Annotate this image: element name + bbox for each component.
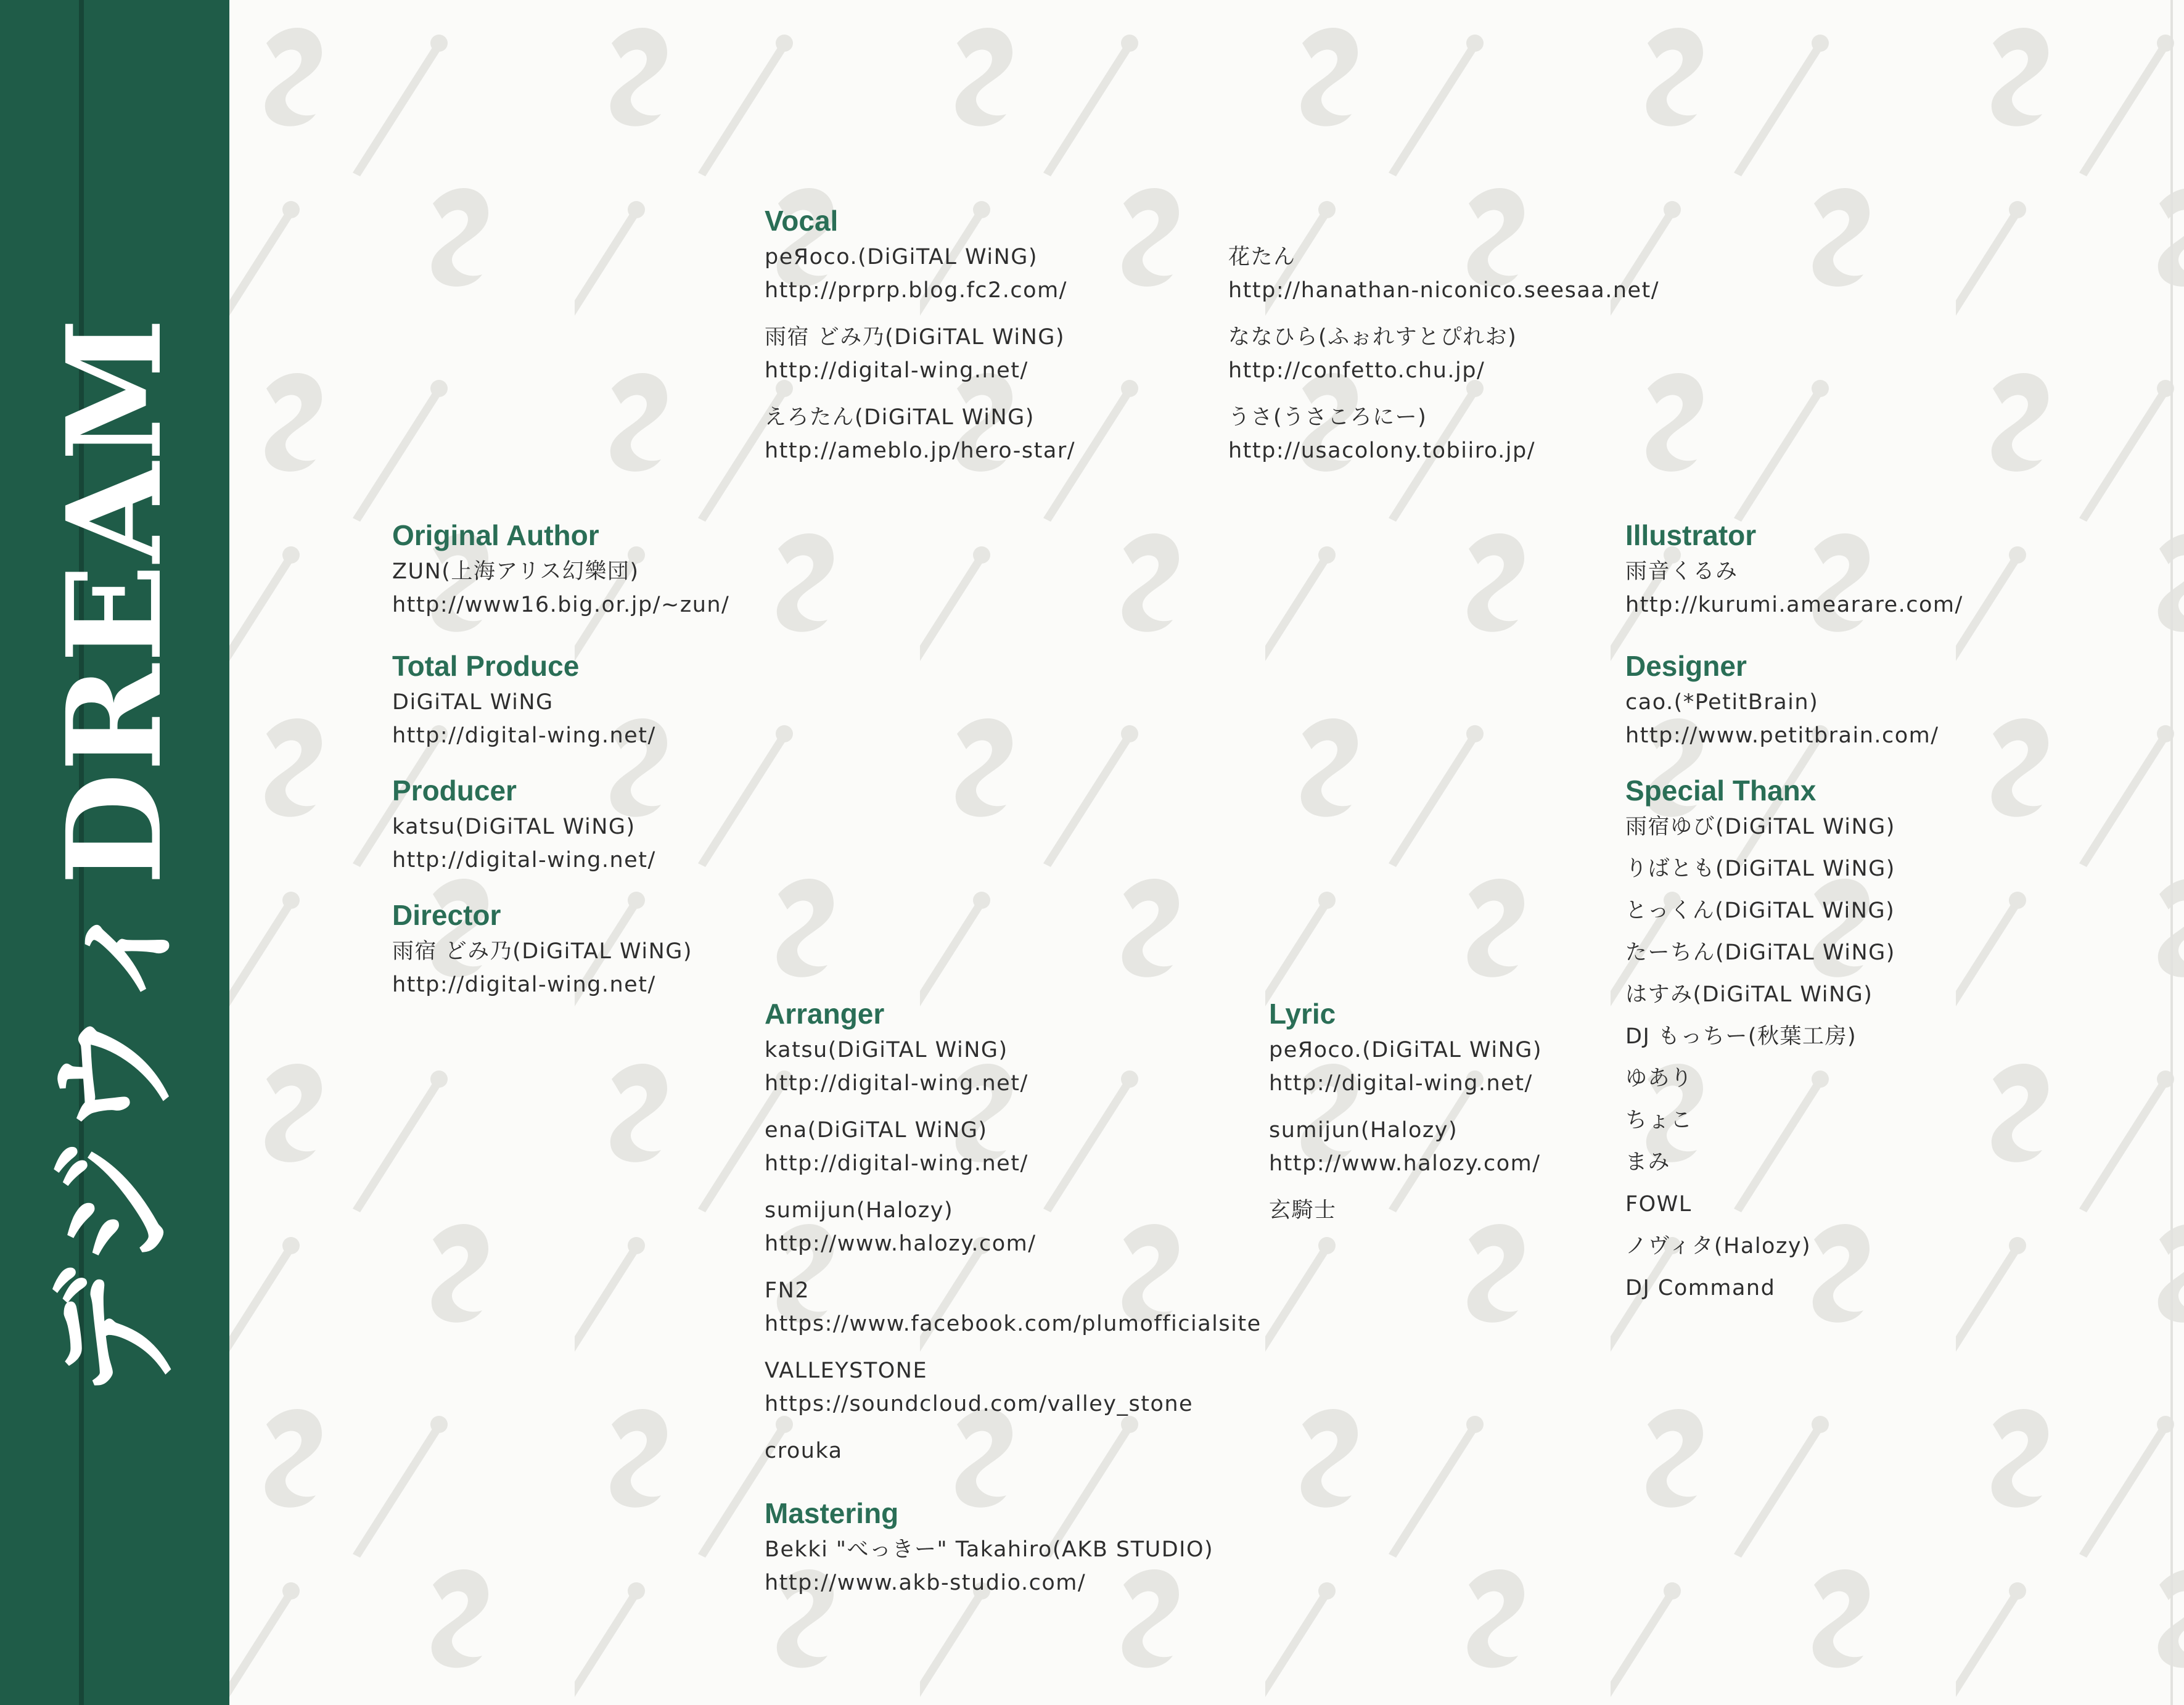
credit-url: http://digital-wing.net/ xyxy=(392,972,656,997)
credit-name: うさ(うさころにー) xyxy=(1228,405,1427,430)
credit-url: http://www16.big.or.jp/~zun/ xyxy=(392,593,730,617)
director-heading: Director xyxy=(392,899,501,931)
credit-entry xyxy=(1228,401,1659,467)
credit-entry xyxy=(765,1274,1262,1341)
credit-name: peЯoco.(DiGiTAL WiNG) xyxy=(765,245,1038,269)
credit-entry xyxy=(765,240,1075,307)
credit-name: sumijun(Halozy) xyxy=(765,1198,954,1223)
credit-entry xyxy=(765,1354,1262,1421)
producer-heading: Producer xyxy=(392,774,517,807)
total-produce-heading: Total Produce xyxy=(392,650,580,682)
thanx-name: まみ xyxy=(1625,1150,1671,1175)
vocal-heading: Vocal xyxy=(765,205,839,237)
credit-url: http://www.akb-studio.com/ xyxy=(765,1571,1086,1595)
illustrator-heading: Illustrator xyxy=(1625,519,1757,551)
credit-entry xyxy=(765,401,1075,467)
credit-entry xyxy=(765,1434,1262,1468)
credit-url: http://digital-wing.net/ xyxy=(1269,1071,1533,1096)
vocal-section xyxy=(765,203,1075,467)
credit-name: katsu(DiGiTAL WiNG) xyxy=(765,1038,1008,1062)
director-section xyxy=(392,898,692,1001)
spine-title: デジウィDREAM xyxy=(38,316,191,1398)
credit-url: http://confetto.chu.jp/ xyxy=(1228,358,1485,383)
credit-entry xyxy=(1228,321,1659,387)
spine xyxy=(0,0,229,1705)
credit-url: https://soundcloud.com/valley_stone xyxy=(765,1392,1194,1416)
credit-entry xyxy=(1269,1033,1542,1100)
credit-name: えろたん(DiGiTAL WiNG) xyxy=(765,405,1035,430)
special-thanx-heading: Special Thanx xyxy=(1625,774,1817,807)
credit-entry xyxy=(1228,240,1659,307)
thanx-name: はすみ(DiGiTAL WiNG) xyxy=(1625,982,1873,1007)
lyric-section xyxy=(1269,996,1542,1227)
credit-url: http://digital-wing.net/ xyxy=(765,1151,1028,1176)
thanx-name: たーちん(DiGiTAL WiNG) xyxy=(1625,940,1895,965)
credit-name: sumijun(Halozy) xyxy=(1269,1118,1458,1143)
credit-name: ななひら(ふぉれすとぴれお) xyxy=(1228,325,1517,350)
designer-section xyxy=(1625,649,1939,752)
credit-url: https://www.facebook.com/plumofficialsite xyxy=(765,1312,1262,1336)
credit-name: VALLEYSTONE xyxy=(765,1358,928,1383)
original-author-heading: Original Author xyxy=(392,519,599,551)
thanx-name: DJ もっちー(秋葉工房) xyxy=(1625,1024,1857,1049)
credit-entry xyxy=(765,1114,1262,1180)
credit-url: http://ameblo.jp/hero-star/ xyxy=(765,438,1076,463)
illustrator-section xyxy=(1625,518,1963,622)
credit-name: katsu(DiGiTAL WiNG) xyxy=(392,815,636,839)
original-author-section xyxy=(392,518,729,622)
credit-name: crouka xyxy=(765,1439,843,1463)
credit-name: 雨音くるみ xyxy=(1625,559,1738,584)
credit-name: Bekki "べっきー" Takahiro(AKB STUDIO) xyxy=(765,1537,1214,1562)
credit-url: http://prprp.blog.fc2.com/ xyxy=(765,278,1067,303)
credit-url: http://kurumi.amearare.com/ xyxy=(1625,593,1963,617)
credit-entry xyxy=(1269,1114,1542,1180)
credit-entry xyxy=(765,1194,1262,1260)
credit-name: ZUN(上海アリス幻樂団) xyxy=(392,559,639,584)
arranger-section xyxy=(765,996,1262,1468)
credit-url: http://www.halozy.com/ xyxy=(1269,1151,1541,1176)
credit-name: peЯoco.(DiGiTAL WiNG) xyxy=(1269,1038,1543,1062)
credit-name: FN2 xyxy=(765,1278,810,1303)
producer-section xyxy=(392,773,656,877)
credit-name: 雨宿 どみ乃(DiGiTAL WiNG) xyxy=(765,325,1065,350)
mastering-heading: Mastering xyxy=(765,1497,899,1529)
credit-name: 玄騎士 xyxy=(1269,1198,1337,1223)
credit-name: 雨宿 どみ乃(DiGiTAL WiNG) xyxy=(392,939,693,964)
lyric-heading: Lyric xyxy=(1269,998,1336,1030)
thanx-name: ちょこ xyxy=(1625,1108,1693,1133)
credit-url: http://digital-wing.net/ xyxy=(392,723,656,748)
credit-url: http://digital-wing.net/ xyxy=(765,358,1028,383)
vocal-section-right xyxy=(1228,240,1659,467)
thanx-name: DJ Command xyxy=(1625,1276,1776,1300)
credit-entry xyxy=(765,321,1075,387)
thanx-name: FOWL xyxy=(1625,1192,1692,1217)
thanx-name: 雨宿ゆび(DiGiTAL WiNG) xyxy=(1625,815,1895,839)
credit-name: 花たん xyxy=(1228,245,1296,269)
special-thanx-section xyxy=(1625,773,1895,1313)
credit-entry xyxy=(1269,1194,1542,1227)
credit-name: ena(DiGiTAL WiNG) xyxy=(765,1118,988,1143)
credit-entry xyxy=(765,1033,1262,1100)
thanx-name: りばとも(DiGiTAL WiNG) xyxy=(1625,857,1895,881)
credit-name: cao.(*PetitBrain) xyxy=(1625,690,1819,715)
credit-name: DiGiTAL WiNG xyxy=(392,690,554,715)
thanx-name: ノヴィタ(Halozy) xyxy=(1625,1234,1812,1259)
mastering-section xyxy=(765,1496,1213,1600)
fold-line xyxy=(2170,0,2173,1705)
credit-url: http://www.petitbrain.com/ xyxy=(1625,723,1939,748)
credit-url: http://www.halozy.com/ xyxy=(765,1231,1037,1256)
credit-url: http://digital-wing.net/ xyxy=(392,848,656,873)
thanx-name: とっくん(DiGiTAL WiNG) xyxy=(1625,898,1895,923)
arranger-heading: Arranger xyxy=(765,998,885,1030)
credit-url: http://usacolony.tobiiro.jp/ xyxy=(1228,438,1535,463)
thanx-name: ゆあり xyxy=(1625,1066,1693,1091)
total-produce-section xyxy=(392,649,656,752)
credit-url: http://hanathan-niconico.seesaa.net/ xyxy=(1228,278,1660,303)
credit-url: http://digital-wing.net/ xyxy=(765,1071,1028,1096)
designer-heading: Designer xyxy=(1625,650,1747,682)
